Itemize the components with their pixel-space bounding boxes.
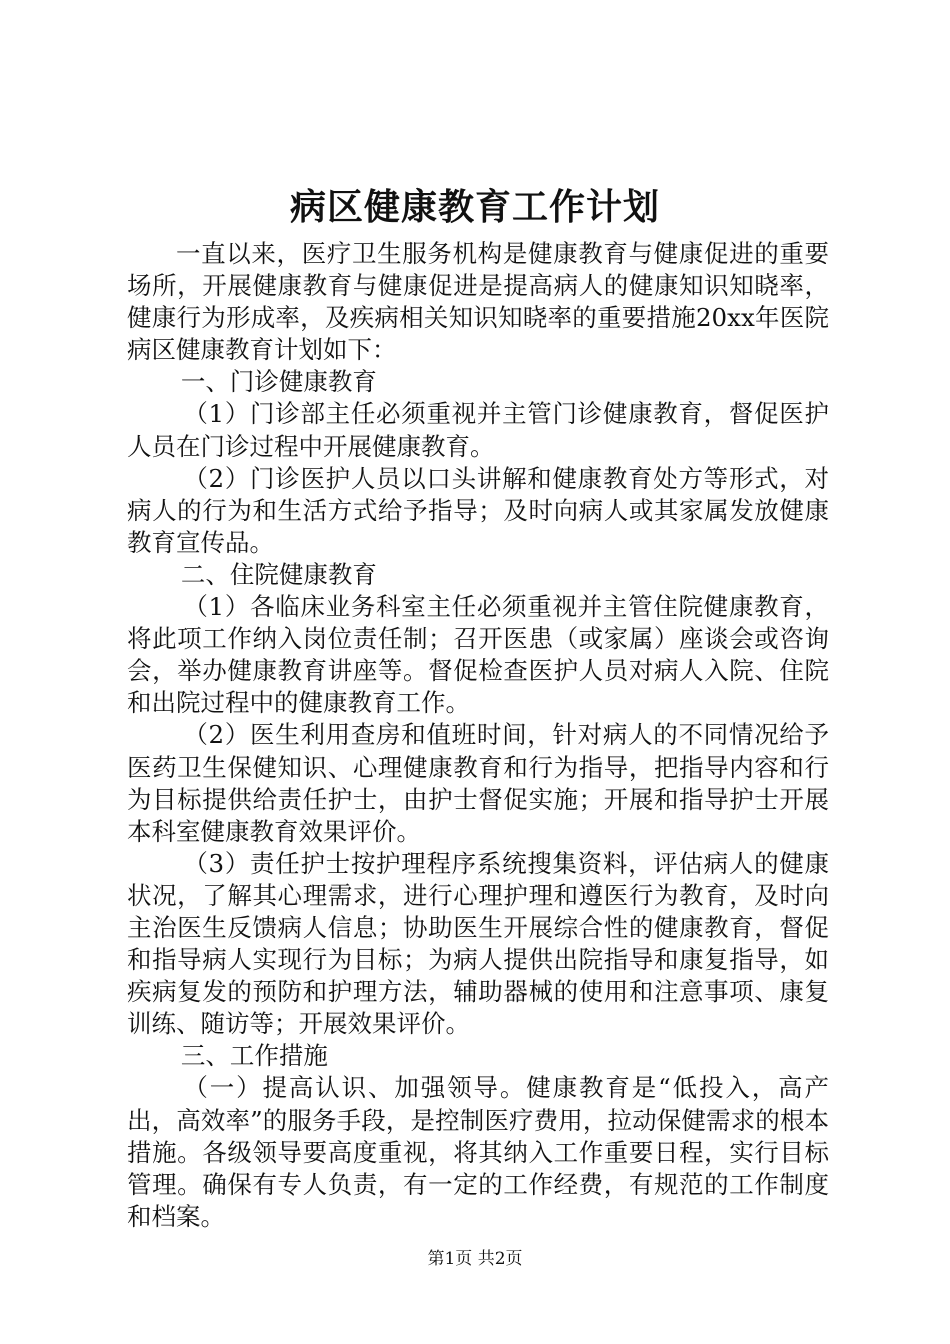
- document-body: [127, 238, 829, 1233]
- inpatient-item-2: （2）医生利用查房和值班时间，针对病人的不同情况给予医药卫生保健知识、心理健康教育和行为指导，把指导内容和行为目标提供给责任护士，由护士督促实施；开展和指导护士开展本科室健康教育效果评价。: [127, 720, 829, 846]
- section-heading-inpatient: 二、住院健康教育: [180, 559, 377, 589]
- outpatient-item-1: （1）门诊部主任必须重视并主管门诊健康教育，督促医护人员在门诊过程中开展健康教育。: [127, 399, 829, 461]
- measures-item-1: （一）提高认识、加强领导。健康教育是“低投入，高产出，高效率”的服务手段，是控制医疗费用，拉动保健需求的根本措施。各级领导要高度重视，将其纳入工作重要日程，实行目标管理。确保有专人负责，有一定的工作经费，有规范的工作制度和档案。: [127, 1073, 829, 1231]
- section-heading-outpatient: 一、门诊健康教育: [180, 367, 377, 397]
- outpatient-item-2: （2）门诊医护人员以口头讲解和健康教育处方等形式，对病人的行为和生活方式给予指导；及时向病人或其家属发放健康教育宣传品。: [127, 463, 829, 557]
- page-number-footer: 第1页 共2页: [427, 1249, 523, 1269]
- section-heading-measures: 三、工作措施: [180, 1041, 328, 1071]
- inpatient-item-1: （1）各临床业务科室主任必须重视并主管住院健康教育，将此项工作纳入岗位责任制；召开医患（或家属）座谈会或咨询会，举办健康教育讲座等。督促检查医护人员对病人入院、住院和出院过程中的健康教育工作。: [127, 592, 829, 718]
- intro-paragraph: 一直以来，医疗卫生服务机构是健康教育与健康促进的重要场所，开展健康教育与健康促进是提高病人的健康知识知晓率，健康行为形成率，及疾病相关知识知晓率的重要措施20xx年医院病区健康教育计划如下：: [127, 239, 829, 365]
- inpatient-item-3: （3）责任护士按护理程序系统搜集资料，评估病人的健康状况，了解其心理需求，进行心理护理和遵医行为教育，及时向主治医生反馈病人信息；协助医生开展综合性的健康教育，督促和指导病人实现行为目标；为病人提供出院指导和康复指导，如疾病复发的预防和护理方法，辅助器械的使用和注意事项、康复训练、随访等；开展效果评价。: [127, 848, 829, 1039]
- document-title: 病区健康教育工作计划: [289, 186, 660, 228]
